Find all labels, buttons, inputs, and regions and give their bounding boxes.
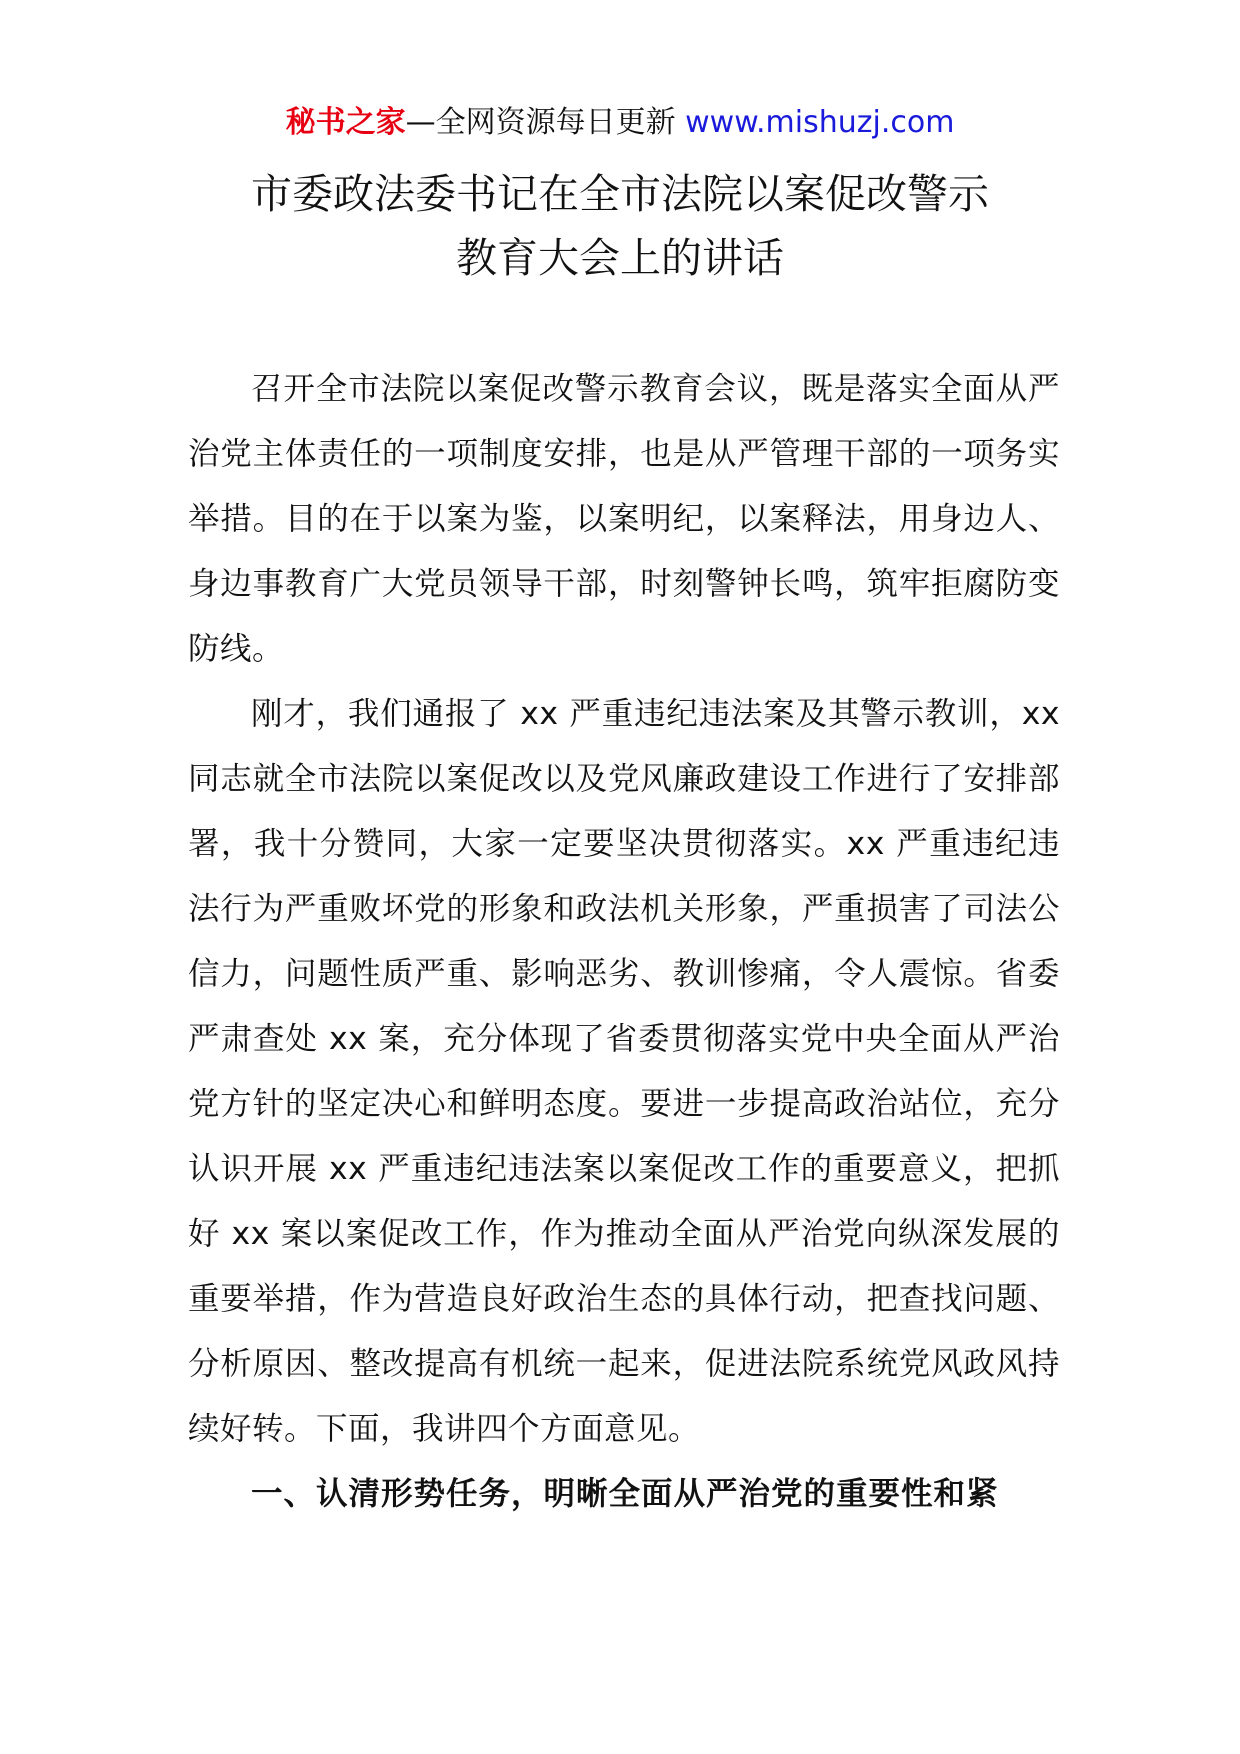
document-body [188, 357, 1060, 1527]
brand-name: 秘书之家 [285, 105, 406, 140]
site-url[interactable]: www.mishuzj.com [685, 105, 955, 140]
title-line-1: 市委政法委书记在全市法院以案促改警示 [251, 170, 989, 218]
brand-tagline: —全网资源每日更新 [405, 105, 686, 140]
paragraph: 刚才，我们通报了 xx 严重违纪违法案及其警示教训，xx 同志就全市法院以案促改以及党风廉政建设工作进行了安排部署，我十分赞同，大家一定要坚决贯彻落实。xx 严重违纪违法行为严重败坏党的形象和政法机关形象，严重损害了司法公信力，问题性质严重、影响恶劣、教训惨痛，令人震惊。省委严肃查处 xx 案，充分体现了省委贯彻落实党中央全面从严治党方针的坚定决心和鲜明态度。要进一步提高政治站位，充分认识开展 xx 严重违纪违法案以案促改工作的重要意义，把抓好 xx 案以案促改工作，作为推动全面从严治党向纵深发展的重要举措，作为营造良好政治生态的具体行动，把查找问题、分析原因、整改提高有机统一起来，促进法院系统党风政风持续好转。下面，我讲四个方面意见。 [188, 696, 1060, 1447]
title-line-2: 教育大会上的讲话 [456, 234, 784, 282]
section-heading: 一、认清形势任务，明晰全面从严治党的重要性和紧 [251, 1476, 999, 1512]
document-title [0, 162, 1240, 290]
paragraph: 召开全市法院以案促改警示教育会议，既是落实全面从严治党主体责任的一项制度安排，也是从严管理干部的一项务实举措。目的在于以案为鉴，以案明纪，以案释法，用身边人、身边事教育广大党员领导干部，时刻警钟长鸣，筑牢拒腐防变防线。 [188, 371, 1060, 667]
site-watermark-header [0, 100, 1240, 146]
